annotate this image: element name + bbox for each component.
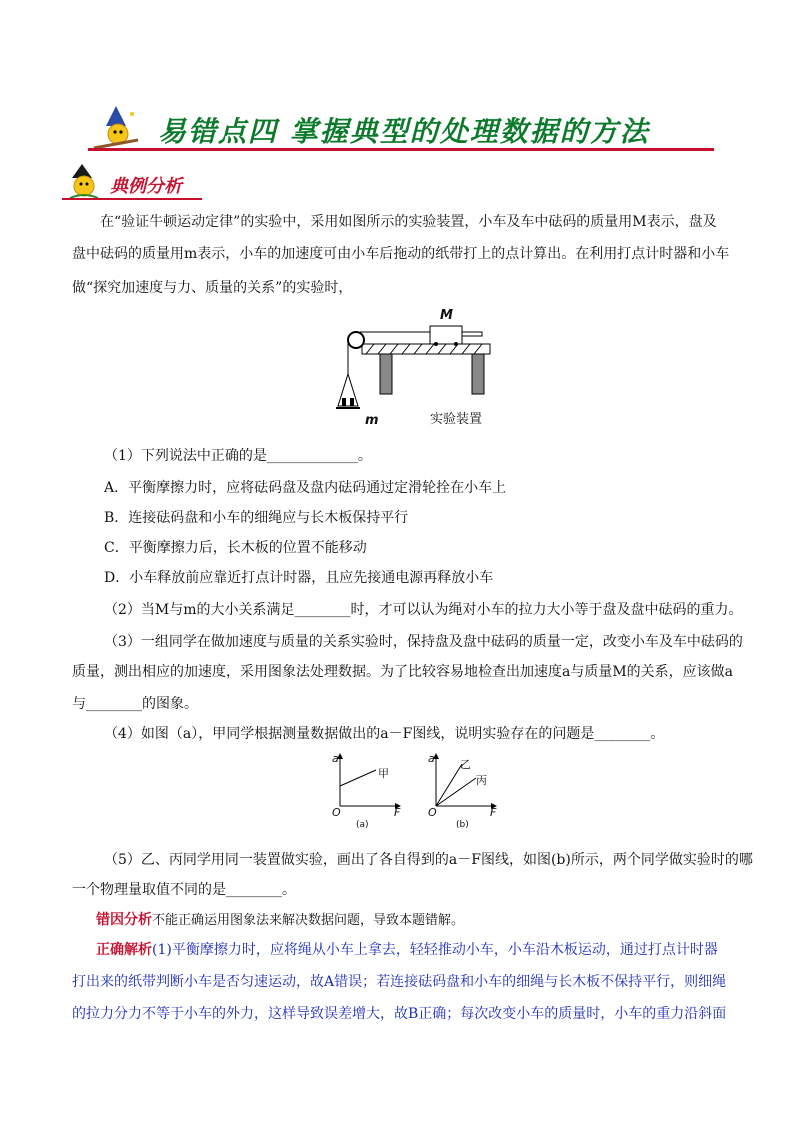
error-cause-label: 错因分析 xyxy=(96,912,152,928)
graph-a xyxy=(340,754,400,806)
solution-line-3: 的拉力分力不等于小车的外力，这样导致误差增大，故B正确；每次改变小车的质量时，小车的重力沿斜面 xyxy=(72,1006,727,1022)
wizard-mascot-icon xyxy=(88,104,144,152)
graph-a-line-label: 甲 xyxy=(378,767,389,780)
graph-a-y-label: a xyxy=(332,752,339,765)
q3-line-1: （3）一组同学在做加速度与质量的关系实验时，保持盘及盘中砝码的质量一定，改变小车及车中砝码的 xyxy=(104,634,743,650)
q1-stem: （1）下列说法中正确的是_____________。 xyxy=(104,448,372,464)
error-cause xyxy=(96,910,464,931)
graph-b-y-label: a xyxy=(428,752,435,765)
q1-option-c: C．平衡摩擦力后，长木板的位置不能移动 xyxy=(104,540,367,556)
mascot-icon xyxy=(62,162,106,202)
graph-a-origin: O xyxy=(332,806,341,819)
graph-b-origin: O xyxy=(428,806,437,819)
q3-line-2: 质量，测出相应的加速度，采用图象法处理数据。为了比较容易地检查出加速度a与质量M的关系，应该做a xyxy=(72,664,734,680)
q5-line-1: （5）乙、丙同学用同一装置做实验，画出了各自得到的a－F图线，如图(b)所示，两个同学做实验时的哪 xyxy=(104,852,753,868)
label-m: m xyxy=(365,413,379,428)
title-underline xyxy=(88,148,714,151)
apparatus-caption: 实验装置 xyxy=(430,412,483,427)
section-header xyxy=(62,162,712,202)
graph-b-line2-label: 丙 xyxy=(476,774,487,787)
page-title: 易错点四 掌握典型的处理数据的方法 xyxy=(158,115,650,148)
q1-option-a: A．平衡摩擦力时，应将砝码盘及盘内砝码通过定滑轮拴在小车上 xyxy=(104,480,507,496)
error-cause-text: 不能正确运用图象法来解决数据问题，导致本题错解。 xyxy=(152,913,465,928)
q5-line-2: 一个物理量取值不同的是________。 xyxy=(72,882,296,898)
graph-a-x-label: F xyxy=(394,806,401,819)
intro-line-1: 在“验证牛顿运动定律”的实验中，采用如图所示的实验装置，小车及车中砝码的质量用M表示，盘及 xyxy=(100,214,717,230)
graph-b-caption: (b) xyxy=(456,820,469,830)
graph-a-line-jia xyxy=(340,770,376,786)
intro-line-2: 盘中砝码的质量用m表示，小车的加速度可由小车后拖动的纸带打上的点计算出。在利用打点计时器和小车 xyxy=(72,246,730,262)
q3-line-3: 与________的图象。 xyxy=(72,696,198,712)
q2: （2）当M与m的大小关系满足________时，才可以认为绳对小车的拉力大小等于盘及盘中砝码的重力。 xyxy=(104,602,743,618)
graph-b-line-bing xyxy=(436,778,476,806)
solution-text-1: (1)平衡摩擦力时，应将绳从小车上拿去，轻轻推动小车，小车沿木板运动，通过打点计时器 xyxy=(152,942,718,958)
intro-line-3: 做“探究加速度与力、质量的关系”的实验时， xyxy=(72,280,353,296)
section-underline xyxy=(62,198,202,200)
solution-line-2: 打出来的纸带判断小车是否匀速运动，故A错误；若连接砝码盘和小车的细绳与长木板不保持平行，则细绳 xyxy=(72,974,727,990)
graph-b-line1-label: 乙 xyxy=(460,758,471,771)
solution-line-1 xyxy=(96,940,718,960)
q1-option-b: B．连接砝码盘和小车的细绳应与长木板保持平行 xyxy=(104,510,409,526)
q1-option-d: D．小车释放前应靠近打点计时器，且应先接通电源再释放小车 xyxy=(104,570,494,586)
q4: （4）如图（a），甲同学根据测量数据做出的a－F图线，说明实验存在的问题是________。 xyxy=(104,726,665,742)
label-M: M xyxy=(440,308,453,323)
page-header xyxy=(88,104,714,152)
graph-a-caption: (a) xyxy=(356,820,369,830)
graph-b-x-label: F xyxy=(490,806,497,819)
section-title: 典例分析 xyxy=(110,176,182,197)
solution-label: 正确解析 xyxy=(96,942,152,958)
graph-b-line-yi xyxy=(436,764,462,806)
